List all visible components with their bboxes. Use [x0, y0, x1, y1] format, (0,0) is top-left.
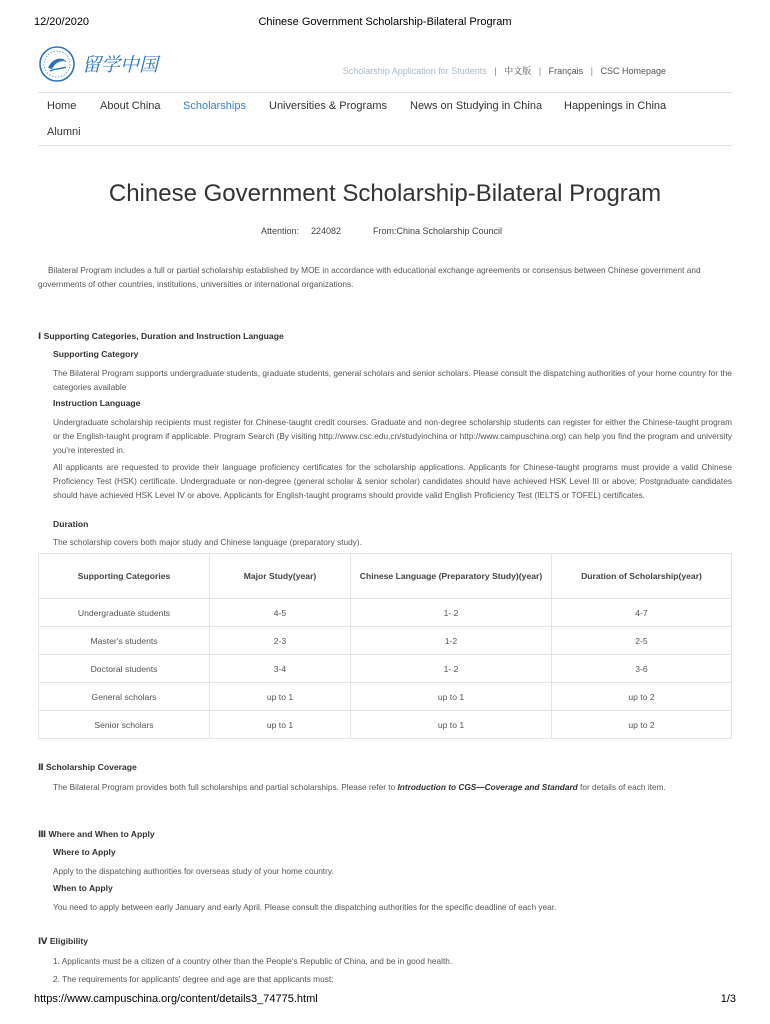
- nav-item-happenings[interactable]: Happenings in China: [564, 100, 667, 112]
- table-cell: up to 1: [210, 711, 351, 739]
- when-to-apply-heading: When to Apply: [53, 883, 113, 893]
- duration-heading: Duration: [53, 519, 89, 529]
- where-to-apply-text: Apply to the dispatching authorities for overseas study of your home country.: [53, 866, 334, 876]
- logo-text: 留学中国: [82, 54, 159, 76]
- when-to-apply-text: You need to apply between early January and early April. Please consult the dispatching authorities for the specific deadline of each year.: [53, 902, 557, 912]
- coverage-text-before: The Bilateral Program provides both full scholarships and partial scholarships. Please refer to: [53, 782, 398, 792]
- table-header: Major Study(year): [210, 554, 351, 599]
- table-cell: 2-3: [210, 627, 351, 655]
- nav-item-scholarships[interactable]: Scholarships: [183, 100, 246, 112]
- table-cell: up to 1: [210, 683, 351, 711]
- table-cell: 2-5: [552, 627, 732, 655]
- eligibility-item: 2. The requirements for applicants' degree and age are that applicants must:: [53, 974, 334, 984]
- table-cell: Master's students: [39, 627, 210, 655]
- print-date: 12/20/2020: [34, 16, 90, 28]
- supporting-category-heading: Supporting Category: [53, 349, 139, 359]
- top-link-csc-homepage[interactable]: CSC Homepage: [600, 66, 666, 76]
- table-cell: up to 1: [351, 683, 552, 711]
- print-url: https://www.campuschina.org/content/details3_74775.html: [34, 993, 318, 1005]
- table-row: [39, 627, 732, 655]
- instruction-language-heading: Instruction Language: [53, 398, 141, 408]
- nav-item-universities-programs[interactable]: Universities & Programs: [269, 100, 387, 112]
- print-footer: [34, 993, 736, 1007]
- print-doc-title: Chinese Government Scholarship-Bilateral Program: [258, 16, 512, 28]
- top-link-chinese[interactable]: 中文版: [504, 66, 532, 76]
- nav-item-alumni[interactable]: Alumni: [47, 126, 81, 138]
- nav-top-divider: [38, 92, 732, 93]
- table-cell: 3-6: [552, 655, 732, 683]
- table-header: Supporting Categories: [39, 554, 210, 599]
- top-link-french[interactable]: Français: [548, 66, 584, 76]
- table-cell: 4-7: [552, 599, 732, 627]
- where-to-apply-heading: Where to Apply: [53, 847, 116, 857]
- duration-table: [38, 553, 732, 739]
- section-2-heading: Ⅱ Scholarship Coverage: [38, 762, 137, 772]
- site-logo[interactable]: [38, 44, 168, 84]
- table-cell: up to 1: [351, 711, 552, 739]
- table-header: Duration of Scholarship(year): [552, 554, 732, 599]
- table-row: [39, 599, 732, 627]
- section-4-heading: Ⅳ Eligibility: [38, 936, 89, 946]
- section-1-heading: Ⅰ Supporting Categories, Duration and Instruction Language: [38, 331, 284, 341]
- intro-paragraph: Bilateral Program includes a full or partial scholarship established by MOE in accordance with educational exchange agreements or consensus between Chinese government and governments of other countries, institutions, universities or international organizations.: [38, 265, 701, 289]
- table-cell: Doctoral students: [39, 655, 210, 683]
- top-link-separator: |: [494, 66, 497, 76]
- table-cell: up to 2: [552, 683, 732, 711]
- article-source: From:China Scholarship Council: [373, 226, 503, 236]
- nav-bottom-divider: [38, 145, 732, 146]
- top-links: [343, 64, 666, 77]
- table-cell: Undergraduate students: [39, 599, 210, 627]
- table-cell: General scholars: [39, 683, 210, 711]
- nav-item-news[interactable]: News on Studying in China: [410, 100, 543, 112]
- print-header: [34, 16, 736, 30]
- language-certificate-text: All applicants are requested to provide their language proficiency certificates for the scholarship applications. Applicants for Chinese-taught programs must provide a valid Chinese Proficiency Test (HSK) certificate. Undergraduate or non-degree (general scholar & senior scholar) candidates should have achieved HSK Level III or above; Postgraduate candidates should have achieved HSK Level IV or above. Applicants for English-taught programs should provide valid English Proficiency Test (IELTS or TOFEL) certificates.: [53, 462, 732, 500]
- supporting-category-text: The Bilateral Program supports undergraduate students, graduate students, general scholars and senior scholars. Please consult the dispatching authorities of your home country for the categories available: [53, 368, 732, 392]
- top-link-separator: |: [590, 66, 593, 76]
- table-cell: up to 2: [552, 711, 732, 739]
- table-cell: 4-5: [210, 599, 351, 627]
- attention-label: Attention:: [261, 226, 300, 236]
- coverage-text: [53, 780, 732, 794]
- top-link-separator: |: [538, 66, 542, 76]
- table-header: Chinese Language (Preparatory Study)(year): [351, 554, 552, 599]
- print-page-number: 1/3: [720, 993, 736, 1005]
- attention-value: 224082: [311, 226, 342, 236]
- table-header-row: [39, 554, 732, 599]
- page-title: Chinese Government Scholarship-Bilateral Program: [108, 180, 662, 207]
- section-3-heading: Ⅲ Where and When to Apply: [38, 829, 155, 839]
- table-row: [39, 683, 732, 711]
- table-row: [39, 711, 732, 739]
- nav-item-home[interactable]: Home: [47, 100, 77, 112]
- table-row: [39, 655, 732, 683]
- table-cell: Senior scholars: [39, 711, 210, 739]
- top-link-scholarship-application[interactable]: Scholarship Application for Students: [342, 66, 487, 76]
- eligibility-item: 1. Applicants must be a citizen of a country other than the People's Republic of China, and be in good health.: [53, 956, 453, 966]
- coverage-standard-link[interactable]: Introduction to CGS—Coverage and Standard: [397, 782, 578, 792]
- table-cell: 1-2: [351, 627, 552, 655]
- nav-item-about-china[interactable]: About China: [100, 100, 161, 112]
- duration-text: The scholarship covers both major study and Chinese language (preparatory study).: [53, 537, 362, 547]
- coverage-text-after: for details of each item.: [577, 782, 666, 792]
- table-cell: 1- 2: [351, 599, 552, 627]
- table-cell: 3-4: [210, 655, 351, 683]
- table-cell: 1- 2: [351, 655, 552, 683]
- instruction-language-text: Undergraduate scholarship recipients must register for Chinese-taught credit courses. Graduate and non-degree scholarship students can register for either the Chinese-taught program or the English-taught program if applicable. Program Search (By visiting http://www.csc.edu.cn/studyinchina or http://www.campuschina.org) can help you find the program and university you're interested in.: [53, 417, 732, 455]
- campus-china-logo-icon: [38, 44, 168, 84]
